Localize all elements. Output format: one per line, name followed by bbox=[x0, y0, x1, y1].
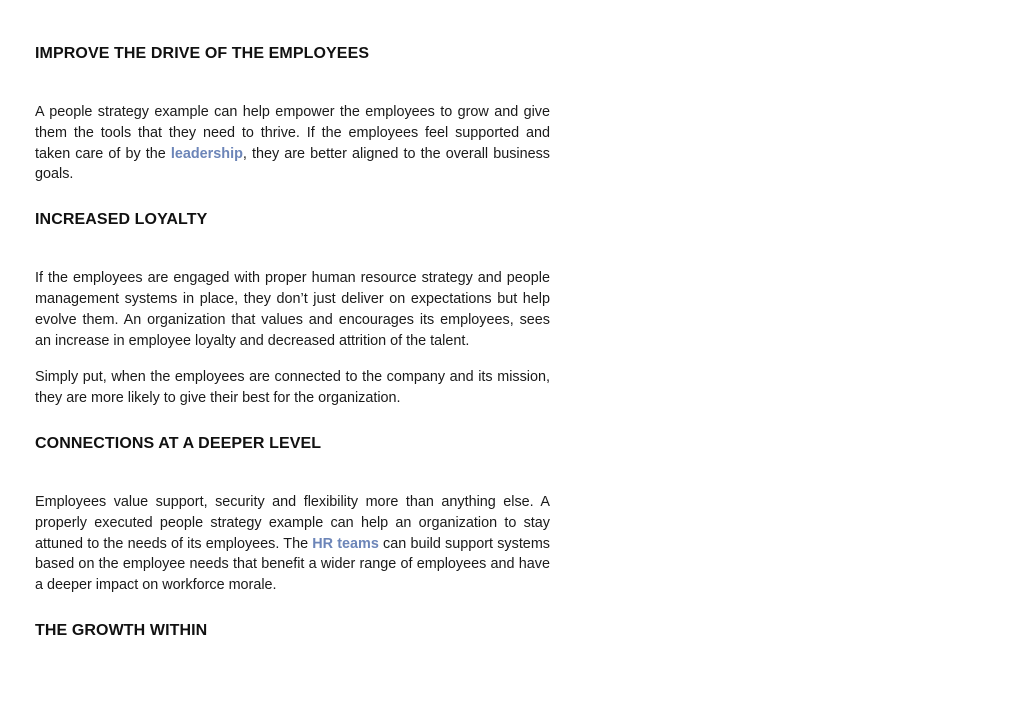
paragraph-loyalty-2: Simply put, when the employees are connected to the company and its mission, they are more likely to give their best for the organization. bbox=[35, 369, 550, 407]
hr-teams-link[interactable]: HR teams bbox=[312, 535, 379, 552]
paragraph-text: , they are better aligned to the overall business goals. bbox=[35, 145, 550, 183]
section-heading-growth: THE GROWTH WITHIN bbox=[35, 621, 208, 639]
paragraph-connections bbox=[35, 492, 550, 596]
section-heading-drive: IMPROVE THE DRIVE OF THE EMPLOYEES bbox=[35, 45, 370, 62]
paragraph-text: Employees value support, security and flexibility more than anything else. A properly executed people strategy example can help an organization to stay attuned to the needs of its employees. The bbox=[35, 493, 550, 552]
leadership-link[interactable]: leadership bbox=[170, 145, 243, 162]
article-body bbox=[35, 44, 550, 641]
paragraph-text: can build support systems based on the employee needs that benefit a wider range of employees and have a deeper impact on workforce morale. bbox=[35, 535, 550, 594]
paragraph-drive bbox=[35, 102, 550, 185]
section-heading-loyalty: INCREASED LOYALTY bbox=[35, 211, 208, 229]
section-heading-connections: CONNECTIONS AT A DEEPER LEVEL bbox=[35, 434, 322, 452]
paragraph-loyalty-1: If the employees are engaged with proper human resource strategy and people management systems in place, they don’t just deliver on expectations but help evolve them. An organization that values and encourages its employees, sees an increase in employee loyalty and decreased attrition of the talent. bbox=[35, 270, 550, 349]
paragraph-text: A people strategy example can help empower the employees to grow and give them the tools that they need to thrive. If the employees feel supported and taken care of by the bbox=[35, 104, 550, 162]
